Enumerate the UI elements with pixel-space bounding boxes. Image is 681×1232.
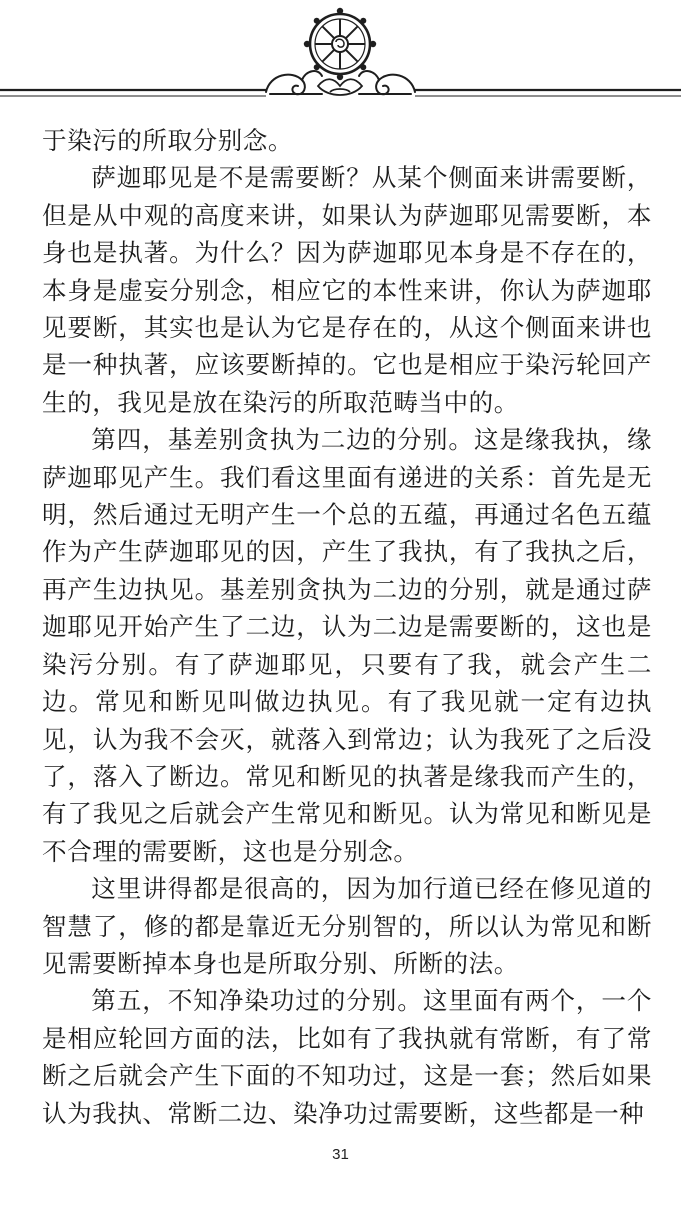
page-header xyxy=(0,0,681,112)
lotus-base-icon xyxy=(318,79,362,95)
paragraph: 第五，不知净染功过的分别。这里面有两个，一个是相应轮回方面的法，比如有了我执就有常断，有了常断之后就会产生下面的不知功过，这是一套；然后如果认为我执、常断二边、染净功过需要断，这些都是一种 xyxy=(42,986,652,1128)
paragraph: 第四，基差别贪执为二边的分别。这是缘我执，缘萨迦耶见产生。我们看这里面有递进的关系：首先是无明，然后通过无明产生一个总的五蕴，再通过名色五蕴作为产生萨迦耶见的因，产生了我执，有了我执之后，再产生边执见。基差别贪执为二边的分别，就是通过萨迦耶见开始产生了二边，认为二边是需要断的，这也是染污分别。有了萨迦耶见，只要有了我，就会产生二边。常见和断见叫做边执见。有了我见就一定有边执见，认为我不会灭，就落入到常边；认为我死了之后没了，落入了断边。常见和断见的执著是缘我而产生的，有了我见之后就会产生常见和断见。认为常见和断见是不合理的需要断，这也是分别念。 xyxy=(42,425,652,866)
body-text xyxy=(42,122,652,1132)
paragraph: 这里讲得都是很高的，因为加行道已经在修见道的智慧了，修的都是靠近无分别智的，所以认为常见和断见需要断掉本身也是所取分别、所断的法。 xyxy=(42,874,652,978)
dharma-wheel-icon xyxy=(304,8,376,80)
cloud-scroll-left-icon xyxy=(266,71,322,94)
paragraph: 萨迦耶见是不是需要断？从某个侧面来讲需要断，但是从中观的高度来讲，如果认为萨迦耶见需要断，本身也是执著。为什么？因为萨迦耶见本身是不存在的，本身是虚妄分别念，相应它的本性来讲，你认为萨迦耶见要断，其实也是认为它是存在的，从这个侧面来讲也是一种执著，应该要断掉的。它也是相应于染污轮回产生的，我见是放在染污的所取范畴当中的。 xyxy=(42,163,652,417)
page-number: 31 xyxy=(332,1146,349,1163)
paragraph: 于染污的所取分别念。 xyxy=(42,126,293,155)
header-ornament xyxy=(0,0,681,112)
cloud-scroll-right-icon xyxy=(359,71,415,94)
